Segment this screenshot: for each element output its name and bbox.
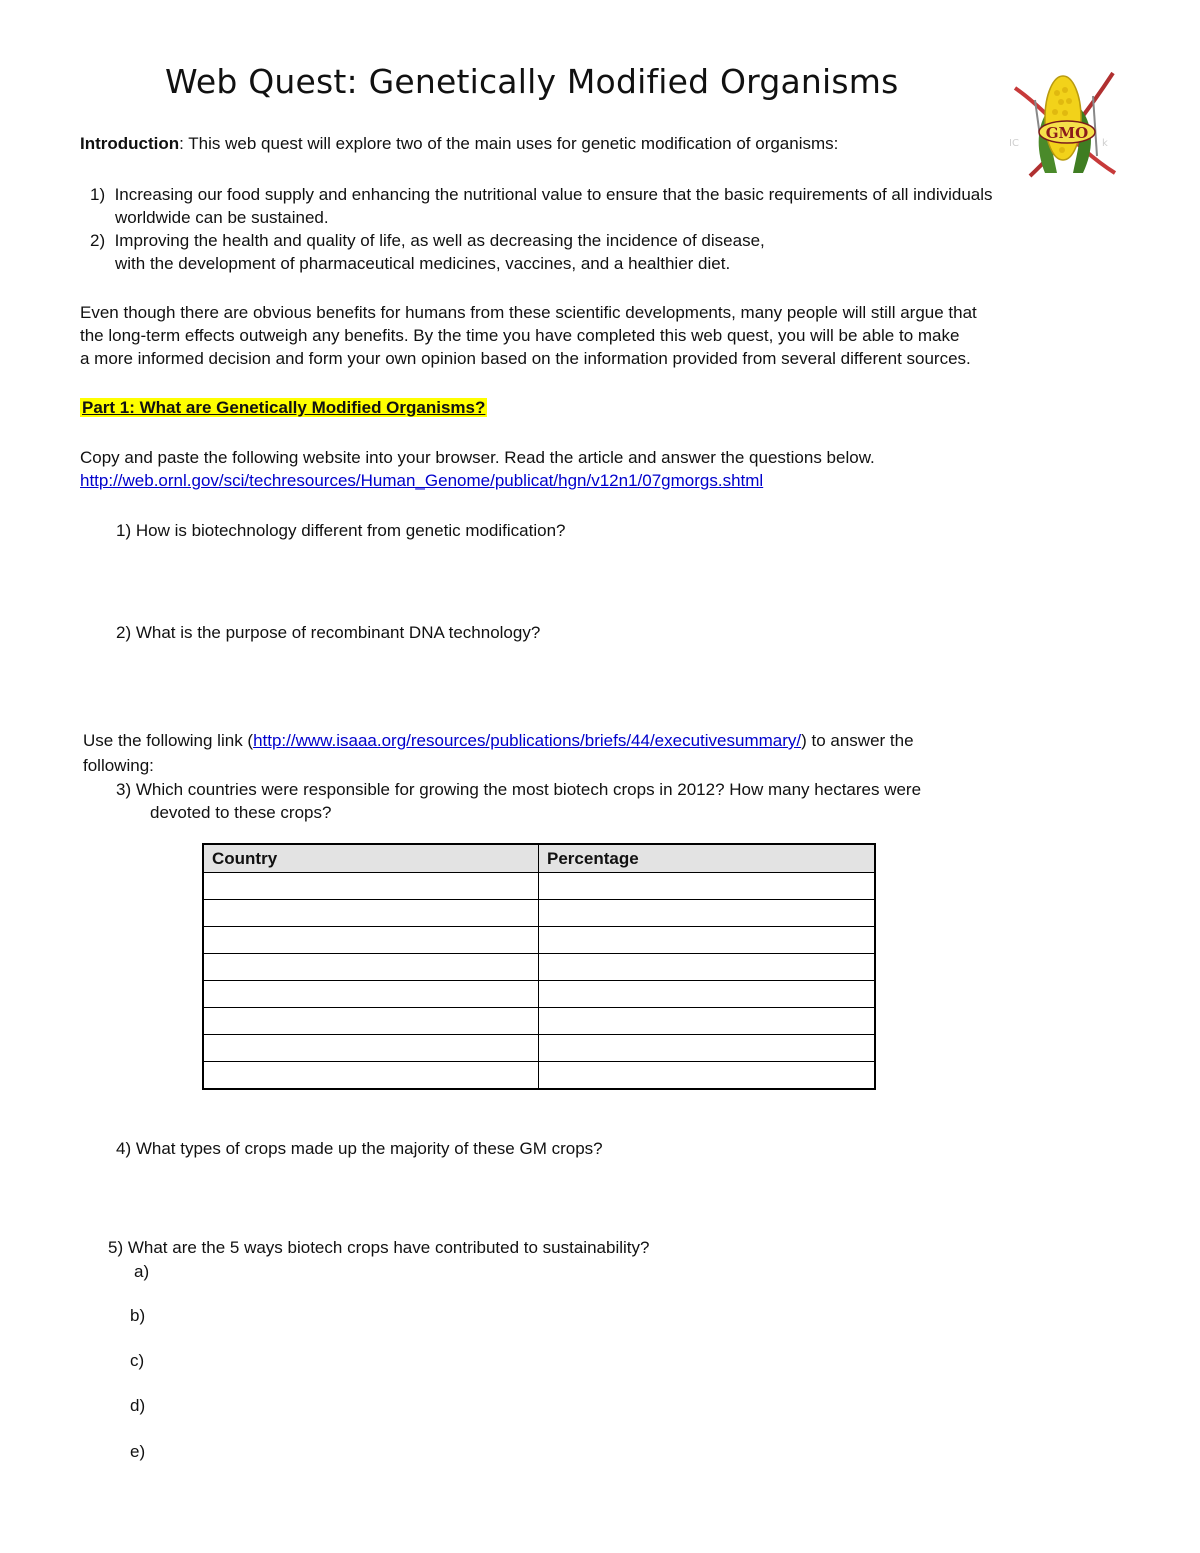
q5-item-a: a) <box>134 1262 150 1281</box>
link-instruction-before: Use the following link ( <box>83 731 254 750</box>
q5-item-d: d) <box>130 1396 146 1415</box>
logo-text: GMO <box>1045 124 1089 142</box>
table-row <box>203 981 875 1008</box>
part1-instruction: Copy and paste the following website into your browser. Read the article and answer the questions below. <box>80 448 875 467</box>
intro-text: : This web quest will explore two of the main uses for genetic modification of organisms: <box>179 134 839 153</box>
question-4: 4) What types of crops made up the majority of these GM crops? <box>116 1139 603 1158</box>
intro-item-2-cont: with the development of pharmaceutical medicines, vaccines, and a healthier diet. <box>115 254 731 273</box>
part1-url-line <box>80 471 763 491</box>
table-body <box>203 873 875 1090</box>
intro-item-2-num: 2) <box>90 231 106 250</box>
table-row <box>203 1035 875 1062</box>
table-cell-percentage[interactable] <box>539 927 876 954</box>
table-cell-country[interactable] <box>203 900 539 927</box>
table-cell-percentage[interactable] <box>539 1062 876 1090</box>
intro-label: Introduction <box>80 134 180 153</box>
intro-item-1-cont: worldwide can be sustained. <box>115 208 329 227</box>
table-cell-percentage[interactable] <box>539 900 876 927</box>
table-cell-percentage[interactable] <box>539 1008 876 1035</box>
watermark-right: k <box>1102 138 1108 149</box>
table-cell-percentage[interactable] <box>539 954 876 981</box>
table-header-country: Country <box>203 844 539 873</box>
question-3-cont: devoted to these crops? <box>150 803 332 822</box>
link-instruction-cont: following: <box>83 756 154 775</box>
ornl-link[interactable]: http://web.ornl.gov/sci/techresources/Human_Genome/publicat/hgn/v12n1/07gmorgs.shtml <box>80 471 764 490</box>
gmo-logo-icon <box>1005 68 1125 178</box>
table-cell-percentage[interactable] <box>539 981 876 1008</box>
table-row <box>203 927 875 954</box>
question-5: 5) What are the 5 ways biotech crops have contributed to sustainability? <box>108 1238 650 1257</box>
table-cell-country[interactable] <box>203 1008 539 1035</box>
table-header-row <box>203 844 875 873</box>
table-cell-country[interactable] <box>203 873 539 900</box>
question-1: 1) How is biotechnology different from genetic modification? <box>116 521 566 540</box>
question-2: 2) What is the purpose of recombinant DNA technology? <box>116 623 541 642</box>
watermark-left: IC <box>1009 138 1019 149</box>
q5-item-c: c) <box>130 1351 145 1370</box>
intro-item-1-num: 1) <box>90 185 106 204</box>
intro-item-2-text: Improving the health and quality of life, as well as decreasing the incidence of disease, <box>114 231 765 250</box>
table-cell-country[interactable] <box>203 1035 539 1062</box>
table-cell-country[interactable] <box>203 954 539 981</box>
intro-line <box>80 134 838 154</box>
q5-item-b: b) <box>130 1306 146 1325</box>
table-row <box>203 954 875 981</box>
intro-paragraph-line-3: a more informed decision and form your own opinion based on the information provided from several different sources. <box>80 349 971 368</box>
link-instruction-after: ) to answer the <box>801 731 914 750</box>
intro-paragraph-line-2: the long-term effects outweigh any benefits. By the time you have completed this web quest, you will be able to make <box>80 326 960 345</box>
table-header-percentage: Percentage <box>539 844 876 873</box>
isaaa-link[interactable]: http://www.isaaa.org/resources/publications/briefs/44/executivesummary/ <box>253 731 802 750</box>
table-cell-country[interactable] <box>203 981 539 1008</box>
table-cell-percentage[interactable] <box>539 1035 876 1062</box>
part1-heading <box>80 398 487 418</box>
intro-item-2 <box>90 231 765 251</box>
country-percentage-table <box>202 843 876 1090</box>
intro-item-1 <box>90 185 993 205</box>
table-cell-country[interactable] <box>203 1062 539 1090</box>
table-row <box>203 900 875 927</box>
link-instruction <box>83 731 914 751</box>
table-cell-percentage[interactable] <box>539 873 876 900</box>
part1-heading-text: Part 1: What are Genetically Modified Organisms? <box>82 398 486 417</box>
table-row <box>203 873 875 900</box>
intro-paragraph-line-1: Even though there are obvious benefits for humans from these scientific developments, many people will still argue that <box>80 303 977 322</box>
table-row <box>203 1008 875 1035</box>
table-cell-country[interactable] <box>203 927 539 954</box>
intro-item-1-text: Increasing our food supply and enhancing the nutritional value to ensure that the basic requirements of all individuals <box>114 185 993 204</box>
question-3: 3) Which countries were responsible for growing the most biotech crops in 2012? How many hectares were <box>116 780 922 799</box>
table-row <box>203 1062 875 1090</box>
q5-item-e: e) <box>130 1442 146 1461</box>
page-title: Web Quest: Genetically Modified Organisms <box>165 62 899 101</box>
